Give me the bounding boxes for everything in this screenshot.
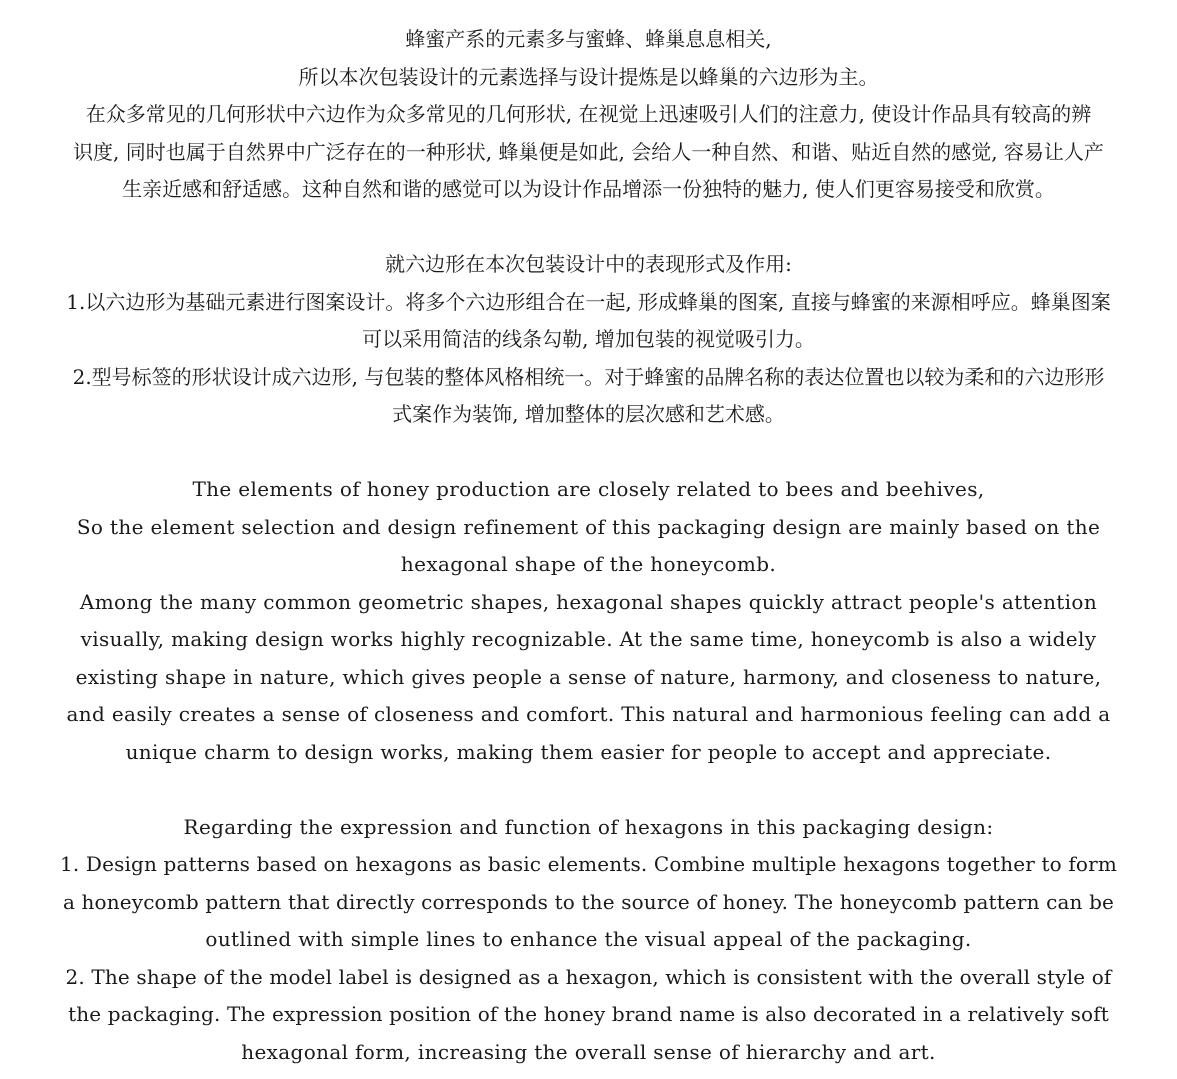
chinese-paragraph (40, 96, 1137, 209)
english-point-2 (40, 959, 1137, 1072)
chinese-section (40, 21, 1137, 434)
chinese-paragraph-line: 生亲近感和舒适感。这种自然和谐的感觉可以为设计作品增添一份独特的魅力, 使人们更容易接受和欣赏。 (122, 177, 1055, 201)
english-point-1 (40, 846, 1137, 959)
english-section (40, 471, 1137, 1071)
chinese-point-line: 1.以六边形为基础元素进行图案设计。将多个六边形组合在一起, 形成蜂巢的图案, 直接与蜂蜜的来源相呼应。蜂巢图案 (66, 289, 1111, 314)
english-intro (40, 471, 1137, 584)
chinese-point-line: 式案作为装饰, 增加整体的层次感和艺术感。 (392, 402, 785, 426)
english-point-line: hexagonal form, increasing the overall sense of hierarchy and art. (241, 1039, 936, 1064)
english-intro-line: hexagonal shape of the honeycomb. (400, 552, 777, 576)
chinese-point-1 (40, 284, 1137, 359)
english-paragraph-line: visually, making design works highly recognizable. At the same time, honeycomb is also a widely (80, 627, 1097, 651)
chinese-intro-line: 所以本次包装设计的元素选择与设计提炼是以蜂巢的六边形为主。 (298, 64, 879, 89)
english-point-line: 2. The shape of the model label is designed as a hexagon, which is consistent with the overall style of (65, 964, 1112, 989)
english-paragraph-line: unique charm to design works, making them easier for people to accept and appreciate. (125, 739, 1052, 764)
english-point-line: 1. Design patterns based on hexagons as basic elements. Combine multiple hexagons together to form (60, 852, 1117, 876)
chinese-point-2 (40, 359, 1137, 434)
english-heading: Regarding the expression and function of hexagons in this packaging design: (183, 814, 994, 839)
chinese-point-line: 可以采用简洁的线条勾勒, 增加包装的视觉吸引力。 (362, 327, 815, 351)
english-paragraph-line: existing shape in nature, which gives people a sense of nature, harmony, and closeness to nature, (75, 664, 1102, 689)
paragraph-spacer (40, 771, 1137, 809)
english-paragraph-line: Among the many common geometric shapes, hexagonal shapes quickly attract people's attention (79, 589, 1098, 614)
english-point-line: outlined with simple lines to enhance the visual appeal of the packaging. (205, 927, 972, 951)
chinese-heading: 就六边形在本次包装设计中的表现形式及作用: (385, 252, 792, 276)
chinese-point-line: 2.型号标签的形状设计成六边形, 与包装的整体风格相统一。对于蜂蜜的品牌名称的表达位置也以较为柔和的六边形形 (72, 364, 1105, 389)
chinese-paragraph-line: 识度, 同时也属于自然界中广泛存在的一种形状, 蜂巢便是如此, 会给人一种自然、和谐、贴近自然的感觉, 容易让人产 (73, 139, 1104, 164)
paragraph-spacer (40, 209, 1137, 247)
english-intro-line: So the element selection and design refinement of this packaging design are mainly based on the (76, 514, 1101, 539)
english-point-line: a honeycomb pattern that directly corresponds to the source of honey. The honeycomb pattern can be (62, 889, 1115, 914)
english-paragraph (40, 584, 1137, 772)
english-point-line: the packaging. The expression position of the honey brand name is also decorated in a relatively soft (68, 1002, 1109, 1026)
chinese-intro-line: 蜂蜜产系的元素多与蜜蜂、蜂巢息息相关, (405, 27, 772, 51)
chinese-intro (40, 21, 1137, 96)
chinese-paragraph-line: 在众多常见的几何形状中六边作为众多常见的几何形状, 在视觉上迅速吸引人们的注意力, 使设计作品具有较高的辨 (85, 102, 1092, 126)
english-paragraph-line: and easily creates a sense of closeness and comfort. This natural and harmonious feeling can add a (66, 702, 1111, 726)
english-intro-line: The elements of honey production are closely related to bees and beehives, (192, 477, 985, 501)
section-spacer (40, 434, 1137, 472)
